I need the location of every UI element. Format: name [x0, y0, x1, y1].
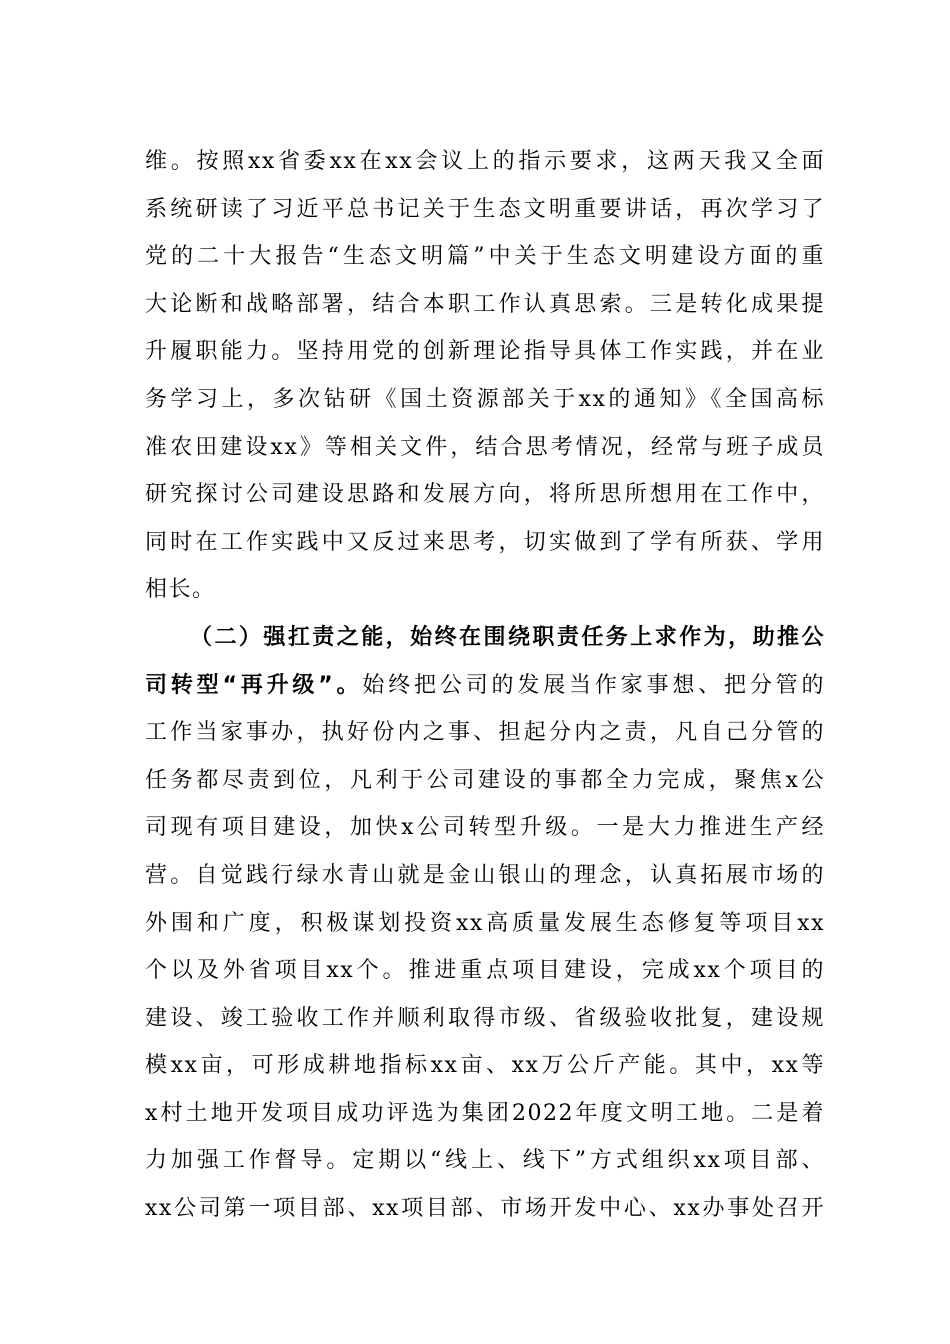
- text-line: 建设、竣工验收工作并顺利取得市级、省级验收批复，建设规: [145, 1005, 825, 1031]
- text-line: 相长。: [145, 577, 216, 603]
- text-line: 党的二十大报告“生态文明篇”中关于生态文明建设方面的重: [145, 244, 825, 270]
- section-heading-tail: 司转型“再升级”。: [145, 672, 363, 698]
- text-fragment: 始终把公司的发展当作家事想、把分管的: [362, 672, 825, 698]
- text-line: 研究探讨公司建设思路和发展方向，将所思所想用在工作中，: [145, 482, 825, 508]
- text-line: 营。自觉践行绿水青山就是金山银山的理念，认真拓展市场的: [145, 862, 825, 888]
- text-line: 务学习上，多次钻研《国土资源部关于xx的通知》《全国高标: [145, 386, 825, 412]
- text-line: x村土地开发项目成功评选为集团2022年度文明工地。二是着: [145, 1100, 825, 1126]
- document-body: [145, 138, 825, 1233]
- text-line: 力加强工作督导。定期以“线上、线下”方式组织xx项目部、: [145, 1148, 825, 1174]
- text-line: 模xx亩，可形成耕地指标xx亩、xx万公斤产能。其中，xx等: [145, 1053, 825, 1079]
- text-line: 升履职能力。坚持用党的创新理论指导具体工作实践，并在业: [145, 339, 825, 365]
- text-line: 同时在工作实践中又反过来思考，切实做到了学有所获、学用: [145, 529, 825, 555]
- text-line: 维。按照xx省委xx在xx会议上的指示要求，这两天我又全面: [145, 149, 825, 174]
- text-line: 大论断和战略部署，结合本职工作认真思索。三是转化成果提: [145, 291, 825, 317]
- text-line: 系统研读了习近平总书记关于生态文明重要讲话，再次学习了: [145, 196, 825, 222]
- section-heading: （二）强扛责之能，始终在围绕职责任务上求作为，助推公: [190, 624, 825, 650]
- text-line: 任务都尽责到位，凡利于公司建设的事都全力完成，聚焦x公: [145, 767, 825, 793]
- text-line: 工作当家事办，执好份内之事、担起分内之责，凡自己分管的: [145, 720, 825, 746]
- text-line: 个以及外省项目xx个。推进重点项目建设，完成xx个项目的: [145, 958, 825, 984]
- text-line: 司现有项目建设，加快x公司转型升级。一是大力推进生产经: [145, 815, 825, 841]
- text-line: 准农田建设xx》等相关文件，结合思考情况，经常与班子成员: [145, 434, 825, 460]
- paragraph-2: [145, 614, 825, 1233]
- text-line: 外围和广度，积极谋划投资xx高质量发展生态修复等项目xx: [145, 910, 825, 936]
- paragraph-1: [145, 138, 825, 614]
- text-line: [145, 662, 825, 710]
- text-line: xx公司第一项目部、xx项目部、市场开发中心、xx办事处召开: [145, 1196, 825, 1222]
